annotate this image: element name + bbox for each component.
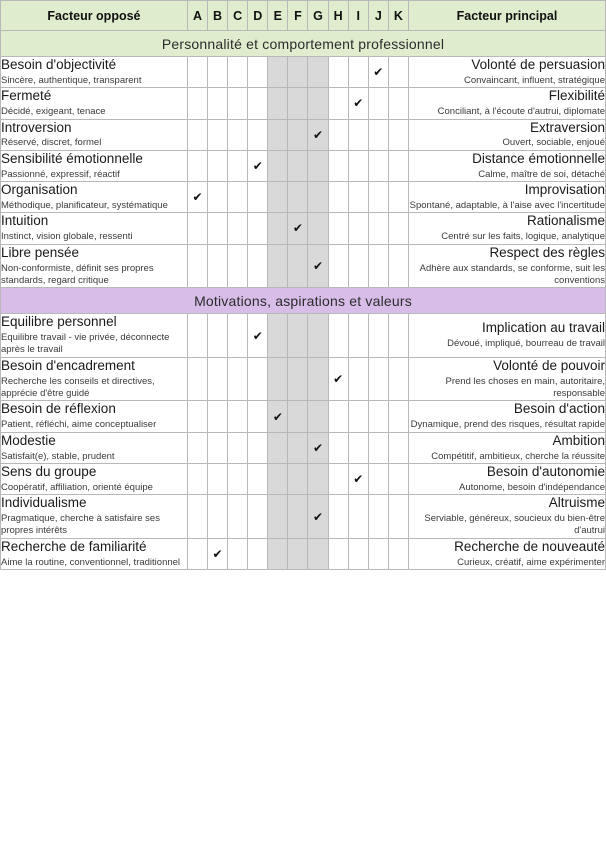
- check-icon: ✔: [313, 509, 324, 524]
- score-cell-c[interactable]: [228, 182, 248, 213]
- score-cell-j[interactable]: [368, 213, 388, 244]
- principal-factor-title: Besoin d'autonomie: [486, 463, 605, 479]
- score-cell-b[interactable]: [208, 314, 228, 358]
- table-row: [1, 432, 606, 463]
- opposed-factor-title: Libre pensée: [1, 244, 80, 260]
- score-cell-f[interactable]: [288, 244, 308, 288]
- table-row: [1, 314, 606, 358]
- score-cell-h[interactable]: [328, 150, 348, 181]
- score-cell-d[interactable]: [248, 213, 268, 244]
- check-icon: ✔: [212, 546, 223, 561]
- section-band-label: Motivations, aspirations et valeurs: [1, 288, 606, 314]
- score-cell-c[interactable]: [228, 57, 248, 88]
- opposed-factor-cell: [1, 182, 188, 213]
- score-cell-k[interactable]: [388, 314, 408, 358]
- check-icon: ✔: [252, 328, 263, 343]
- score-cell-e[interactable]: [268, 57, 288, 88]
- score-cell-g[interactable]: [308, 244, 328, 288]
- principal-factor-cell: [408, 182, 605, 213]
- score-cell-k[interactable]: [388, 538, 408, 569]
- principal-factor-title: Volonté de persuasion: [471, 57, 605, 72]
- score-cell-c[interactable]: [228, 495, 248, 539]
- principal-factor-cell: [408, 244, 605, 288]
- score-cell-i[interactable]: [348, 119, 368, 150]
- opposed-factor-desc: Réservé, discret, formel: [1, 137, 102, 149]
- principal-factor-title: Distance émotionnelle: [472, 150, 605, 166]
- score-cell-c[interactable]: [228, 538, 248, 569]
- opposed-factor-desc: Aime la routine, conventionnel, traditionnel: [1, 556, 181, 568]
- principal-factor-cell: [408, 357, 605, 401]
- opposed-factor-title: Intuition: [1, 213, 49, 229]
- table-row: [1, 463, 606, 494]
- opposed-factor-cell: [1, 119, 188, 150]
- opposed-factor-cell: [1, 357, 188, 401]
- score-cell-e[interactable]: [268, 88, 288, 119]
- score-cell-e[interactable]: [268, 150, 288, 181]
- principal-factor-title: Improvisation: [524, 182, 605, 198]
- opposed-factor-title: Modestie: [1, 432, 56, 448]
- score-cell-d[interactable]: [248, 182, 268, 213]
- score-cell-k[interactable]: [388, 463, 408, 494]
- score-cell-g[interactable]: [308, 213, 328, 244]
- score-cell-d[interactable]: [248, 150, 268, 181]
- score-cell-g[interactable]: [308, 495, 328, 539]
- opposed-factor-title: Fermeté: [1, 88, 52, 104]
- score-cell-j[interactable]: [368, 119, 388, 150]
- header-letter-e: E: [268, 1, 288, 31]
- header-right-label: Facteur principal: [408, 1, 605, 31]
- score-cell-j[interactable]: [368, 538, 388, 569]
- principal-factor-title: Implication au travail: [481, 320, 605, 336]
- section-band-row: [1, 31, 606, 57]
- score-cell-a[interactable]: [187, 538, 207, 569]
- principal-factor-desc: Autonome, besoin d'indépendance: [458, 481, 605, 493]
- score-cell-h[interactable]: [328, 244, 348, 288]
- principal-factor-desc: Compétitif, ambitieux, cherche la réussite: [431, 450, 605, 462]
- table-row: [1, 538, 606, 569]
- score-cell-j[interactable]: [368, 88, 388, 119]
- score-cell-g[interactable]: [308, 57, 328, 88]
- principal-factor-title: Besoin d'action: [513, 401, 605, 417]
- score-cell-k[interactable]: [388, 213, 408, 244]
- score-cell-j[interactable]: [368, 463, 388, 494]
- score-cell-j[interactable]: [368, 357, 388, 401]
- score-cell-j[interactable]: [368, 432, 388, 463]
- score-cell-h[interactable]: [328, 432, 348, 463]
- principal-factor-title: Volonté de pouvoir: [493, 357, 605, 373]
- score-cell-c[interactable]: [228, 213, 248, 244]
- score-cell-e[interactable]: [268, 119, 288, 150]
- score-cell-b[interactable]: [208, 463, 228, 494]
- score-cell-f[interactable]: [288, 538, 308, 569]
- principal-factor-title: Rationalisme: [526, 213, 605, 229]
- score-cell-a[interactable]: [187, 88, 207, 119]
- score-cell-f[interactable]: [288, 119, 308, 150]
- principal-factor-desc: Adhère aux standards, se conforme, suit les conventions: [419, 262, 605, 286]
- score-cell-h[interactable]: [328, 119, 348, 150]
- score-cell-a[interactable]: [187, 495, 207, 539]
- score-cell-i[interactable]: [348, 57, 368, 88]
- score-cell-d[interactable]: [248, 463, 268, 494]
- score-cell-d[interactable]: [248, 538, 268, 569]
- score-cell-g[interactable]: [308, 182, 328, 213]
- score-cell-i[interactable]: [348, 314, 368, 358]
- score-cell-j[interactable]: [368, 244, 388, 288]
- score-cell-e[interactable]: [268, 495, 288, 539]
- score-cell-e[interactable]: [268, 357, 288, 401]
- score-cell-c[interactable]: [228, 119, 248, 150]
- table-row: [1, 401, 606, 432]
- score-cell-h[interactable]: [328, 463, 348, 494]
- score-cell-d[interactable]: [248, 314, 268, 358]
- opposed-factor-title: Equilibre personnel: [1, 314, 117, 330]
- score-cell-c[interactable]: [228, 314, 248, 358]
- score-cell-i[interactable]: [348, 495, 368, 539]
- header-letter-c: C: [228, 1, 248, 31]
- score-cell-g[interactable]: [308, 463, 328, 494]
- opposed-factor-title: Organisation: [1, 182, 78, 198]
- table-row: [1, 88, 606, 119]
- table-row: [1, 244, 606, 288]
- score-cell-a[interactable]: [187, 432, 207, 463]
- score-cell-h[interactable]: [328, 213, 348, 244]
- principal-factor-desc: Conciliant, à l'écoute d'autrui, diplomate: [437, 106, 605, 118]
- check-icon: ✔: [373, 65, 384, 80]
- principal-factor-cell: [408, 314, 605, 358]
- opposed-factor-cell: [1, 432, 188, 463]
- score-cell-i[interactable]: [348, 244, 368, 288]
- score-cell-f[interactable]: [288, 182, 308, 213]
- score-cell-a[interactable]: [187, 357, 207, 401]
- score-cell-a[interactable]: [187, 213, 207, 244]
- header-letter-f: F: [288, 1, 308, 31]
- score-cell-i[interactable]: [348, 538, 368, 569]
- score-cell-h[interactable]: [328, 314, 348, 358]
- score-cell-k[interactable]: [388, 150, 408, 181]
- principal-factor-desc: Ouvert, sociable, enjoué: [502, 137, 605, 149]
- opposed-factor-cell: [1, 314, 188, 358]
- principal-factor-title: Recherche de nouveauté: [454, 538, 605, 554]
- score-cell-a[interactable]: [187, 244, 207, 288]
- opposed-factor-cell: [1, 88, 188, 119]
- header-left-label: Facteur opposé: [1, 1, 188, 31]
- score-cell-b[interactable]: [208, 357, 228, 401]
- principal-factor-title: Extraversion: [529, 119, 605, 135]
- score-cell-d[interactable]: [248, 244, 268, 288]
- check-icon: ✔: [272, 409, 283, 424]
- score-cell-h[interactable]: [328, 495, 348, 539]
- score-cell-e[interactable]: [268, 314, 288, 358]
- opposed-factor-cell: [1, 495, 188, 539]
- score-cell-h[interactable]: [328, 538, 348, 569]
- score-cell-i[interactable]: [348, 463, 368, 494]
- opposed-factor-title: Recherche de familiarité: [1, 538, 147, 554]
- score-cell-i[interactable]: [348, 182, 368, 213]
- score-cell-c[interactable]: [228, 88, 248, 119]
- header-letter-a: A: [187, 1, 207, 31]
- table-row: [1, 213, 606, 244]
- score-cell-d[interactable]: [248, 88, 268, 119]
- opposed-factor-cell: [1, 244, 188, 288]
- principal-factor-cell: [408, 401, 605, 432]
- score-cell-b[interactable]: [208, 150, 228, 181]
- principal-factor-cell: [408, 538, 605, 569]
- score-cell-a[interactable]: [187, 463, 207, 494]
- opposed-factor-desc: Instinct, vision globale, ressenti: [1, 231, 133, 243]
- principal-factor-desc: Curieux, créatif, aime expérimenter: [457, 556, 605, 568]
- principal-factor-cell: [408, 88, 605, 119]
- score-cell-c[interactable]: [228, 244, 248, 288]
- score-cell-f[interactable]: [288, 401, 308, 432]
- score-cell-i[interactable]: [348, 432, 368, 463]
- table-row: [1, 57, 606, 88]
- principal-factor-desc: Spontané, adaptable, à l'aise avec l'incertitude: [409, 199, 605, 211]
- score-cell-k[interactable]: [388, 495, 408, 539]
- score-cell-a[interactable]: [187, 150, 207, 181]
- score-cell-e[interactable]: [268, 432, 288, 463]
- score-cell-g[interactable]: [308, 538, 328, 569]
- score-cell-h[interactable]: [328, 57, 348, 88]
- score-cell-k[interactable]: [388, 357, 408, 401]
- score-cell-f[interactable]: [288, 88, 308, 119]
- score-cell-b[interactable]: [208, 432, 228, 463]
- header-letter-g: G: [308, 1, 328, 31]
- score-cell-f[interactable]: [288, 357, 308, 401]
- score-cell-f[interactable]: [288, 150, 308, 181]
- score-cell-i[interactable]: [348, 213, 368, 244]
- score-cell-g[interactable]: [308, 88, 328, 119]
- score-cell-d[interactable]: [248, 495, 268, 539]
- opposed-factor-desc: Pragmatique, cherche à satisfaire ses propres intérêts: [1, 513, 160, 537]
- opposed-factor-desc: Décidé, exigeant, tenace: [1, 106, 106, 118]
- table-row: [1, 182, 606, 213]
- score-cell-a[interactable]: [187, 57, 207, 88]
- opposed-factor-desc: Recherche les conseils et directives, apprécie d'être guidé: [1, 375, 155, 400]
- score-cell-j[interactable]: [368, 57, 388, 88]
- table-row: [1, 495, 606, 539]
- table-row: [1, 150, 606, 181]
- score-cell-d[interactable]: [248, 57, 268, 88]
- score-cell-b[interactable]: [208, 57, 228, 88]
- principal-factor-cell: [408, 495, 605, 539]
- score-cell-f[interactable]: [288, 463, 308, 494]
- score-cell-b[interactable]: [208, 88, 228, 119]
- score-cell-a[interactable]: [187, 119, 207, 150]
- score-cell-b[interactable]: [208, 182, 228, 213]
- header-letter-d: D: [248, 1, 268, 31]
- principal-factor-cell: [408, 57, 605, 88]
- score-cell-g[interactable]: [308, 119, 328, 150]
- table-body: [1, 31, 606, 570]
- opposed-factor-title: Besoin d'encadrement: [1, 357, 135, 373]
- score-cell-k[interactable]: [388, 401, 408, 432]
- score-cell-b[interactable]: [208, 244, 228, 288]
- principal-factor-title: Respect des règles: [489, 244, 605, 260]
- header-letter-h: H: [328, 1, 348, 31]
- score-cell-c[interactable]: [228, 432, 248, 463]
- score-cell-e[interactable]: [268, 401, 288, 432]
- section-band-row: [1, 288, 606, 314]
- score-cell-k[interactable]: [388, 88, 408, 119]
- opposed-factor-title: Individualisme: [1, 495, 87, 511]
- header-letter-k: K: [388, 1, 408, 31]
- score-cell-j[interactable]: [368, 150, 388, 181]
- table-row: [1, 357, 606, 401]
- check-icon: ✔: [252, 158, 263, 173]
- opposed-factor-desc: Sincère, authentique, transparent: [1, 74, 142, 86]
- opposed-factor-desc: Equilibre travail - vie privée, déconnecte après le travail: [1, 332, 170, 356]
- check-icon: ✔: [292, 221, 303, 236]
- score-cell-e[interactable]: [268, 182, 288, 213]
- score-cell-k[interactable]: [388, 57, 408, 88]
- opposed-factor-cell: [1, 463, 188, 494]
- score-cell-b[interactable]: [208, 213, 228, 244]
- opposed-factor-title: Introversion: [1, 119, 72, 135]
- score-cell-b[interactable]: [208, 538, 228, 569]
- opposed-factor-cell: [1, 538, 188, 569]
- score-cell-a[interactable]: [187, 182, 207, 213]
- score-cell-e[interactable]: [268, 538, 288, 569]
- score-cell-e[interactable]: [268, 463, 288, 494]
- principal-factor-desc: Dévoué, impliqué, bourreau de travail: [447, 338, 605, 350]
- principal-factor-title: Flexibilité: [548, 88, 605, 104]
- check-icon: ✔: [333, 372, 344, 387]
- score-cell-d[interactable]: [248, 357, 268, 401]
- principal-factor-desc: Prend les choses en main, autoritaire, responsable: [445, 375, 605, 400]
- opposed-factor-title: Sensibilité émotionnelle: [1, 150, 143, 166]
- score-cell-k[interactable]: [388, 244, 408, 288]
- score-cell-f[interactable]: [288, 57, 308, 88]
- score-cell-a[interactable]: [187, 401, 207, 432]
- header-letter-i: I: [348, 1, 368, 31]
- score-cell-k[interactable]: [388, 119, 408, 150]
- score-cell-g[interactable]: [308, 150, 328, 181]
- score-cell-e[interactable]: [268, 244, 288, 288]
- score-cell-c[interactable]: [228, 357, 248, 401]
- opposed-factor-cell: [1, 57, 188, 88]
- opposed-factor-desc: Patient, réfléchi, aime conceptualiser: [1, 419, 157, 431]
- score-cell-c[interactable]: [228, 463, 248, 494]
- score-cell-f[interactable]: [288, 432, 308, 463]
- score-cell-h[interactable]: [328, 182, 348, 213]
- score-cell-f[interactable]: [288, 213, 308, 244]
- score-cell-h[interactable]: [328, 357, 348, 401]
- score-cell-j[interactable]: [368, 401, 388, 432]
- check-icon: ✔: [353, 472, 364, 487]
- score-cell-g[interactable]: [308, 314, 328, 358]
- header-letter-j: J: [368, 1, 388, 31]
- principal-factor-title: Altruisme: [548, 495, 605, 511]
- score-cell-b[interactable]: [208, 119, 228, 150]
- check-icon: ✔: [353, 96, 364, 111]
- opposed-factor-desc: Passionné, expressif, réactif: [1, 168, 120, 180]
- opposed-factor-title: Besoin d'objectivité: [1, 57, 117, 72]
- principal-factor-cell: [408, 150, 605, 181]
- score-cell-i[interactable]: [348, 357, 368, 401]
- score-cell-f[interactable]: [288, 314, 308, 358]
- score-cell-c[interactable]: [228, 150, 248, 181]
- opposed-factor-cell: [1, 150, 188, 181]
- principal-factor-title: Ambition: [552, 432, 605, 448]
- score-cell-c[interactable]: [228, 401, 248, 432]
- score-cell-b[interactable]: [208, 495, 228, 539]
- check-icon: ✔: [192, 190, 203, 205]
- header-letter-b: B: [208, 1, 228, 31]
- score-cell-g[interactable]: [308, 357, 328, 401]
- score-cell-j[interactable]: [368, 495, 388, 539]
- score-cell-g[interactable]: [308, 432, 328, 463]
- section-band-label: Personnalité et comportement professionnel: [1, 31, 606, 57]
- opposed-factor-desc: Satisfait(e), stable, prudent: [1, 450, 115, 462]
- score-cell-g[interactable]: [308, 401, 328, 432]
- principal-factor-cell: [408, 119, 605, 150]
- table-row: [1, 119, 606, 150]
- principal-factor-cell: [408, 463, 605, 494]
- score-cell-k[interactable]: [388, 432, 408, 463]
- score-cell-i[interactable]: [348, 88, 368, 119]
- principal-factor-desc: Convaincant, influent, stratégique: [463, 74, 605, 86]
- score-cell-f[interactable]: [288, 495, 308, 539]
- principal-factor-desc: Dynamique, prend des risques, résultat rapide: [410, 419, 605, 431]
- table-header: [1, 1, 606, 31]
- score-cell-j[interactable]: [368, 182, 388, 213]
- check-icon: ✔: [313, 440, 324, 455]
- score-cell-i[interactable]: [348, 401, 368, 432]
- opposed-factor-cell: [1, 401, 188, 432]
- score-cell-b[interactable]: [208, 401, 228, 432]
- principal-factor-desc: Serviable, généreux, soucieux du bien-être d'autrui: [424, 513, 605, 537]
- check-icon: ✔: [313, 127, 324, 142]
- principal-factor-desc: Calme, maître de soi, détaché: [478, 168, 605, 180]
- score-cell-j[interactable]: [368, 314, 388, 358]
- opposed-factor-desc: Méthodique, planificateur, systématique: [1, 199, 168, 211]
- check-icon: ✔: [313, 258, 324, 273]
- opposed-factor-cell: [1, 213, 188, 244]
- opposed-factor-title: Sens du groupe: [1, 463, 97, 479]
- score-cell-a[interactable]: [187, 314, 207, 358]
- score-cell-i[interactable]: [348, 150, 368, 181]
- score-cell-d[interactable]: [248, 401, 268, 432]
- principal-factor-desc: Centré sur les faits, logique, analytique: [441, 231, 605, 243]
- score-cell-h[interactable]: [328, 88, 348, 119]
- score-cell-h[interactable]: [328, 401, 348, 432]
- opposed-factor-title: Besoin de réflexion: [1, 401, 116, 417]
- header-row: [1, 1, 606, 31]
- opposed-factor-desc: Non-conformiste, définit ses propres standards, regard critique: [1, 262, 154, 286]
- principal-factor-cell: [408, 432, 605, 463]
- opposed-factor-desc: Coopératif, affiliation, orienté équipe: [1, 481, 153, 493]
- score-cell-d[interactable]: [248, 119, 268, 150]
- score-cell-e[interactable]: [268, 213, 288, 244]
- score-cell-k[interactable]: [388, 182, 408, 213]
- principal-factor-cell: [408, 213, 605, 244]
- score-cell-d[interactable]: [248, 432, 268, 463]
